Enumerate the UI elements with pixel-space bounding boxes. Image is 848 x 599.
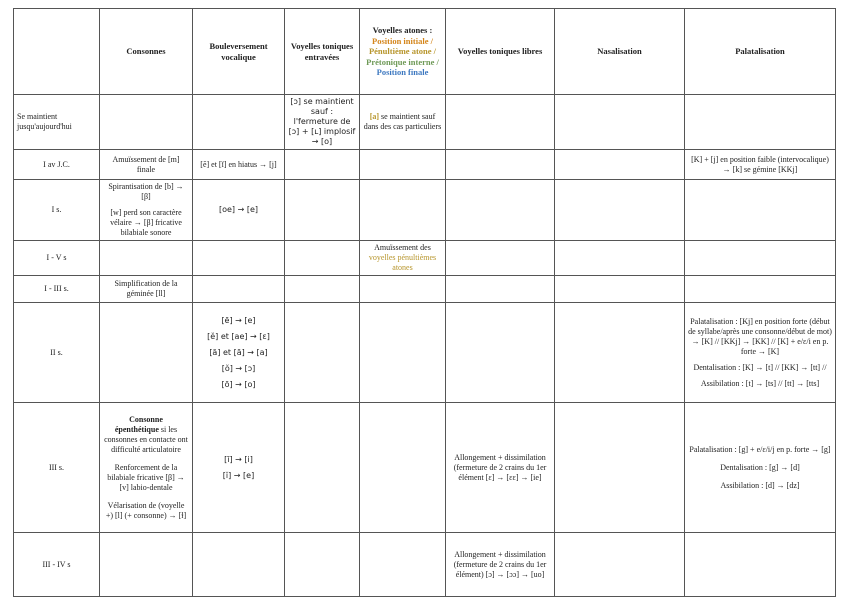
cell-consonnes: Amuïssement de [m] finale [100, 150, 193, 180]
vowel-change: [ĭ] → [e] [222, 470, 255, 480]
atones-title: Voyelles atones : [372, 24, 433, 35]
atones-text: se maintient sauf dans des cas particuliers [363, 112, 442, 131]
assibilation-item: Assibilation : [d] → [dz] [720, 480, 800, 490]
cell [685, 533, 836, 597]
cell [285, 241, 360, 276]
atones-initiale: Position initiale / [372, 35, 433, 46]
assibilation-item: Assibilation : [t] → [ts] // [tt] → [tts] [700, 378, 820, 388]
cell [193, 95, 285, 150]
atones-finale: Position finale [376, 67, 429, 78]
vowel-change: [ō] → [o] [221, 379, 256, 389]
cell [555, 180, 685, 241]
cell [285, 276, 360, 303]
consonne-item: Renforcement de la bilabiale fricative [β] → [v] labio-dentale [107, 462, 185, 492]
phonetics-table [13, 8, 836, 597]
cell [285, 303, 360, 403]
header-row [14, 9, 836, 95]
cell-entravees: [ɔ] se maintient sauf : l'fermeture de [ɔ] + [ʟ] implosif → [o] [285, 95, 360, 150]
cell-atones [360, 95, 446, 150]
row-label: Se maintient jusqu'aujourd'hui [14, 95, 100, 150]
row-label: III - IV s [14, 533, 100, 597]
cell [285, 150, 360, 180]
palatalisation-item: Palatalisation : [g] + e/ɛ/i/j en p. forte → [g] [689, 444, 831, 454]
cell [360, 303, 446, 403]
cell [100, 533, 193, 597]
consonne-item: [w] perd son caractère vélaire → [β] fricative bilabiale sonore [110, 208, 182, 237]
palatalisation-item: Palatalisation : [Kj] en position forte (début de syllabe/après une consonne/début de mot) → [K] // [KKj] → [KK] // [K] + e/ɛ/i en p. forte → [K] [688, 316, 832, 356]
row-av-jc [14, 150, 836, 180]
dentalisation-item: Dentalisation : [K] → [t] // [KK] → [tt] // [693, 362, 827, 372]
cell-consonnes [100, 403, 193, 533]
cell [446, 180, 555, 241]
header-bouleversement: Bouleversement vocalique [193, 9, 285, 95]
cell-toniques-libres: Allongement + dissimilation (fermeture de 2 crains du 1er élément [ɛ] → [ɛɛ] → [ie] [446, 403, 555, 533]
cell [193, 241, 285, 276]
row-label: III s. [14, 403, 100, 533]
cell-bouleversement: [oe] → [e] [193, 180, 285, 241]
row-i-iii [14, 276, 836, 303]
cell [193, 276, 285, 303]
cell [360, 403, 446, 533]
cell-consonnes [100, 180, 193, 241]
row-maintient [14, 95, 836, 150]
cell-bouleversement [193, 403, 285, 533]
vowel-change: [ē] → [e] [221, 315, 256, 325]
header-consonnes: Consonnes [100, 9, 193, 95]
header-nasalisation: Nasalisation [555, 9, 685, 95]
consonne-title: Consonne [129, 414, 163, 424]
header-toniques-libres: Voyelles toniques libres [446, 9, 555, 95]
row-label: I s. [14, 180, 100, 241]
cell-toniques-libres: Allongement + dissimilation (fermeture de 2 crains du 1er élément) [ɔ] → [ɔɔ] → [uo] [446, 533, 555, 597]
row-label: I av J.C. [14, 150, 100, 180]
cell [446, 303, 555, 403]
cell-bouleversement: [ĕ] et [ĭ] en hiatus → [j] [193, 150, 285, 180]
cell [555, 276, 685, 303]
cell [555, 303, 685, 403]
vowel-change: [ĕ] et [ae] → [ɛ] [207, 331, 270, 341]
cell [555, 241, 685, 276]
vowel-change: [ă] et [ā] → [a] [209, 347, 268, 357]
row-iii-s [14, 403, 836, 533]
row-iii-iv [14, 533, 836, 597]
consonne-term: épenthétique [114, 424, 159, 434]
row-ii-s [14, 303, 836, 403]
dentalisation-item: Dentalisation : [g] → [d] [720, 462, 800, 472]
vowel-a: [a] [369, 112, 380, 121]
cell [685, 241, 836, 276]
cell-atones [360, 241, 446, 276]
header-palatalisation: Palatalisation [685, 9, 836, 95]
cell [360, 150, 446, 180]
cell [555, 403, 685, 533]
cell [100, 95, 193, 150]
cell [285, 180, 360, 241]
cell [685, 276, 836, 303]
atones-pretonique: Prétonique interne / [366, 56, 439, 67]
row-i-v [14, 241, 836, 276]
header-atones [360, 9, 446, 95]
cell-bouleversement [193, 303, 285, 403]
header-empty [14, 9, 100, 95]
cell [100, 303, 193, 403]
cell [446, 95, 555, 150]
vowel-change: [ŏ] → [ɔ] [221, 363, 256, 373]
cell [446, 150, 555, 180]
cell [555, 533, 685, 597]
cell [685, 180, 836, 241]
cell [555, 95, 685, 150]
cell [100, 241, 193, 276]
vowel-change: [ī] → [i] [224, 454, 253, 464]
consonne-item: si les consonnes en contacte ont difficulté articulatoire [104, 424, 188, 454]
row-label: I - V s [14, 241, 100, 276]
header-toniques-entravees: Voyelles toniques entravées [285, 9, 360, 95]
atones-text: Amuïssement des [374, 243, 431, 252]
cell [285, 533, 360, 597]
cell [360, 180, 446, 241]
row-label: I - III s. [14, 276, 100, 303]
row-label: II s. [14, 303, 100, 403]
consonne-item: Vélarisation de (voyelle +) [l] (+ consonne) → [ɫ] [105, 500, 187, 520]
cell-palatalisation [685, 403, 836, 533]
atones-text-colored: voyelles pénultièmes atones [368, 253, 437, 272]
cell [360, 276, 446, 303]
cell [193, 533, 285, 597]
cell [685, 95, 836, 150]
cell [446, 276, 555, 303]
row-i-s [14, 180, 836, 241]
cell-palatalisation: [K] + [j] en position faible (intervocalique) → [k] se gémine [KKj] [685, 150, 836, 180]
cell [360, 533, 446, 597]
cell [446, 241, 555, 276]
consonne-item: Spirantisation de [b] → [β] [108, 182, 184, 201]
cell-consonnes: Simplification de la géminée [ll] [100, 276, 193, 303]
cell-palatalisation [685, 303, 836, 403]
cell [555, 150, 685, 180]
cell [285, 403, 360, 533]
atones-penultieme: Pénultième atone / [368, 46, 437, 57]
